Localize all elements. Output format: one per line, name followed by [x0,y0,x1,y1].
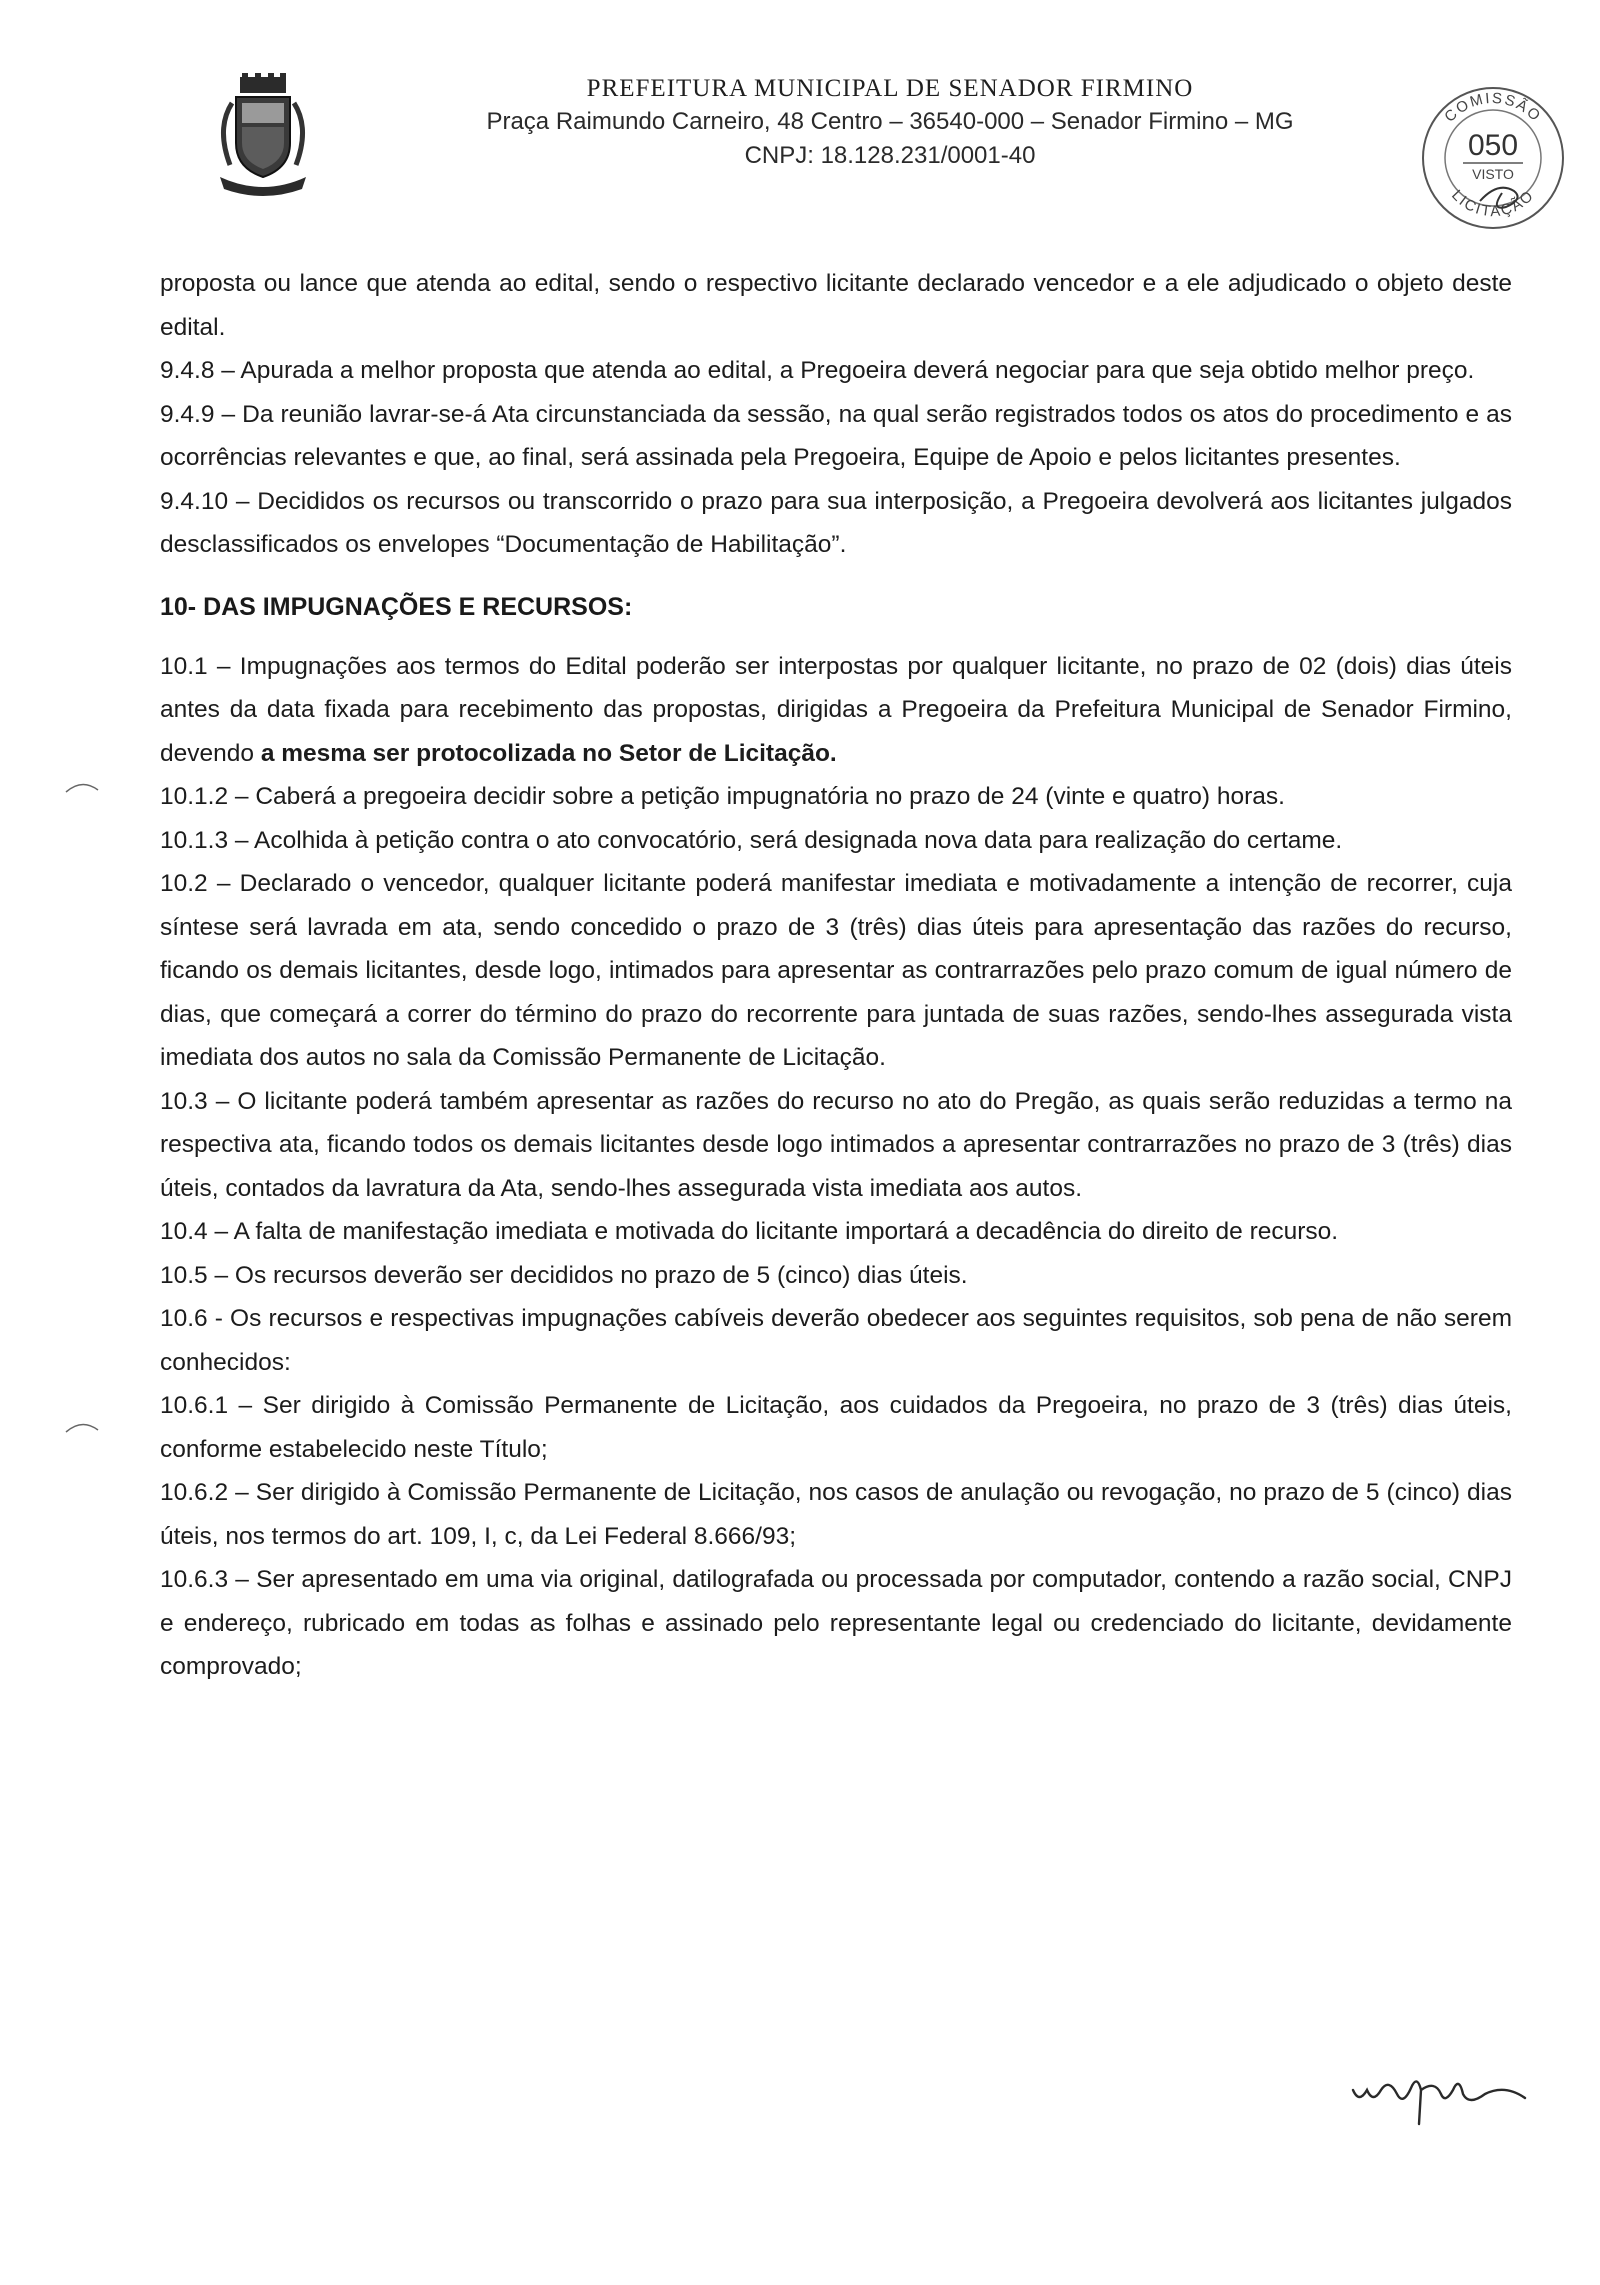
letterhead-text [390,73,1390,173]
document-body [160,262,1512,1689]
organization-name: PREFEITURA MUNICIPAL DE SENADOR FIRMINO [586,75,1194,102]
paragraph: 10.3 – O licitante poderá também apresentar as razões do recurso no ato do Pregão, as quais serão reduzidas a termo na respectiva ata, ficando todos os demais licitantes desde logo intimados a apresentar contrarrazões no prazo de 3 (três) dias úteis, contados da lavratura da Ata, sendo-lhes assegurada vista imediata aos autos. [160,1087,1512,1202]
paragraph: 10.2 – Declarado o vencedor, qualquer licitante poderá manifestar imediata e motivadamente a intenção de recorrer, cuja síntese será lavrada em ata, sendo concedido o prazo de 3 (três) dias úteis para apresentação das razões do recurso, ficando os demais licitantes, desde logo, intimados para apresentar as contrarrazões pelo prazo comum de igual número de dias, que começará a correr do término do prazo do recorrente para juntada de suas razões, sendo-lhes assegurada vista imediata dos autos no sala da Comissão Permanente de Licitação. [160,870,1512,1071]
paragraph: 10.4 – A falta de manifestação imediata e motivada do licitante importará a decadência do direito de recurso. [160,1218,1339,1245]
svg-text:LICITAÇÃO [1448,187,1538,221]
stamp-top-text: COMISSÃO [1441,89,1545,126]
paragraph-text: 10.1 – Impugnações aos termos do Edital poderão ser interpostas por qualquer licitante, no prazo de 02 (dois) dias úteis antes da data fixada para recebimento das propostas, dirigidas a Pregoeira da Prefeitura Municipal de Senador Firmino, devendo [160,652,1512,767]
paragraph: 9.4.10 – Decididos os recursos ou transcorrido o prazo para sua interposição, a Pregoeira devolverá aos licitantes julgados desclassificados os envelopes “Documentação de Habilitação”. [160,487,1512,558]
municipal-coat-of-arms-icon [208,73,318,198]
paragraph: 10.1.2 – Caberá a pregoeira decidir sobre a petição impugnatória no prazo de 24 (vinte e quatro) horas. [160,783,1285,810]
paragraph: 10.6.1 – Ser dirigido à Comissão Permanente de Licitação, aos cuidados da Pregoeira, no prazo de 3 (três) dias úteis, conforme estabelecido neste Título; [160,1392,1512,1463]
margin-mark [62,1418,102,1438]
stamp-number: 050 [1467,129,1519,162]
svg-text:COMISSÃO [1441,90,1544,126]
paragraph: 10.5 – Os recursos deverão ser decididos no prazo de 5 (cinco) dias úteis. [160,1261,968,1289]
paragraph: 10.6 - Os recursos e respectivas impugnações cabíveis deverão obedecer aos seguintes requisitos, sob pena de não serem conhecidos: [160,1305,1512,1376]
section-title: 10- DAS IMPUGNAÇÕES E RECURSOS: [160,592,633,621]
paragraph: 9.4.9 – Da reunião lavrar-se-á Ata circunstanciada da sessão, na qual serão registrados todos os atos do procedimento e as ocorrências relevantes e que, ao final, será assinada pela Pregoeira, Equipe de Apoio e pelos licitantes presentes. [160,400,1512,471]
paragraph: 10.6.3 – Ser apresentado em uma via original, datilografada ou processada por computador, contendo a razão social, CNPJ e endereço, rubricado em todas as folhas e assinado pelo representante legal ou credenciado do licitante, devidamente comprovado; [160,1566,1512,1680]
organization-address: Praça Raimundo Carneiro, 48 Centro – 36540-000 – Senador Firmino – MG [486,108,1294,135]
organization-cnpj: CNPJ: 18.128.231/0001-40 [744,142,1036,169]
paragraph: proposta ou lance que atenda ao edital, sendo o respectivo licitante declarado vencedor e a ele adjudicado o objeto deste edital. [160,270,1512,341]
stamp-bottom-text: LICITAÇÃO [1448,186,1538,221]
stamp-middle-text: VISTO [1472,166,1514,182]
commission-stamp [1418,83,1568,233]
paragraph: 10.1.3 – Acolhida à petição contra o ato convocatório, será designada nova data para realização do certame. [160,826,1343,854]
paragraph-10-1 [160,645,1512,776]
paragraph: 10.6.2 – Ser dirigido à Comissão Permanente de Licitação, nos casos de anulação ou revogação, no prazo de 5 (cinco) dias úteis, nos termos do art. 109, I, c, da Lei Federal 8.666/93; [160,1479,1512,1550]
margin-mark [62,778,102,798]
paragraph-bold-text: a mesma ser protocolizada no Setor de Licitação. [260,739,837,767]
signature-rubric [1345,2060,1535,2130]
paragraph-list-before [160,262,1512,567]
letterhead [0,55,1600,221]
paragraph-list-after [160,775,1512,1689]
paragraph: 9.4.8 – Apurada a melhor proposta que atenda ao edital, a Pregoeira deverá negociar para que seja obtido melhor preço. [160,357,1475,384]
